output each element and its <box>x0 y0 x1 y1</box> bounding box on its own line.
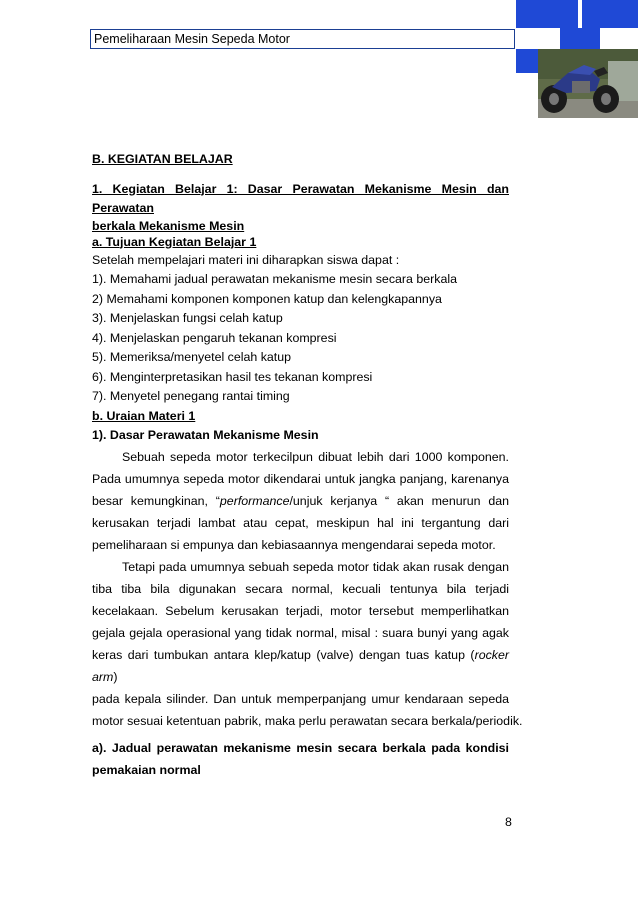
text-run: keras dari tumbukan antara klep/katup (valve) dengan tuas katup ( <box>92 647 475 662</box>
paragraph-line: motor sesuai ketentuan pabrik, maka perlu perawatan secara berkala/periodik. <box>92 713 523 728</box>
paragraph-line <box>92 644 509 688</box>
goal-item: 7). Menyetel penegang rantai timing <box>92 389 290 403</box>
paragraph-line: kerusakan terjadi lambat atau cepat, meskipun hal ini tergantung dari <box>92 515 509 530</box>
decor-square <box>516 0 538 28</box>
goal-intro: Setelah mempelajari materi ini diharapkan siswa dapat : <box>92 252 400 267</box>
paragraph-2 <box>92 556 523 732</box>
decor-square <box>538 0 578 28</box>
italic-term: performance <box>219 493 290 508</box>
page-body <box>92 150 523 781</box>
schedule-heading-line-1: a). Jadual perawatan mekanisme mesin secara berkala pada kondisi <box>92 740 509 755</box>
page-number: 8 <box>505 815 512 829</box>
paragraph-1 <box>92 446 509 556</box>
decor-square <box>560 28 600 49</box>
goal-item: 5). Memeriksa/menyetel celah katup <box>92 350 292 364</box>
paragraph-line <box>92 490 509 512</box>
running-header <box>90 29 515 49</box>
text-run: /unjuk kerjanya “ akan menurun dan <box>289 493 510 508</box>
header-title: Pemeliharaan Mesin Sepeda Motor <box>94 32 290 46</box>
schedule-heading-line-2: pemakaian normal <box>92 762 201 777</box>
italic-term: rocker arm <box>92 647 509 684</box>
subheading: 1). Dasar Perawatan Mekanisme Mesin <box>92 428 319 442</box>
paragraph-line: Tetapi pada umumnya sebuah sepeda motor tidak akan rusak dengan <box>122 559 509 574</box>
text-run: besar kemungkinan, “ <box>92 493 220 508</box>
goal-item: 4). Menjelaskan pengaruh tekanan kompresi <box>92 330 337 345</box>
paragraph-line: Pada umumnya sepeda motor dikendarai untuk jangka panjang, karenanya <box>92 471 509 486</box>
paragraph-line: gejala gejala operasional yang tidak normal, misal : suara bunyi yang agak <box>92 625 509 640</box>
motorcycle-photo <box>538 49 638 118</box>
text-run: ) <box>113 669 118 684</box>
decor-square <box>582 0 638 28</box>
paragraph-line: kecelakaan. Sebelum kerusakan terjadi, motor tersebut memperlihatkan <box>92 603 509 618</box>
activity-title-line-2: berkala Mekanisme Mesin <box>92 218 245 233</box>
section-heading: B. KEGIATAN BELAJAR <box>92 152 233 166</box>
activity-title-line-1: 1. Kegiatan Belajar 1: Dasar Perawatan Mekanisme Mesin dan Perawatan <box>92 181 509 215</box>
goal-item: 1). Memahami jadual perawatan mekanisme mesin secara berkala <box>92 272 458 286</box>
paragraph-line: pemeliharaan si empunya dan kebiasaannya mengendarai sepeda motor. <box>92 537 496 552</box>
goal-item: 2) Memahami komponen komponen katup dan kelengkapannya <box>92 291 442 306</box>
paragraph-line: tiba tiba bila digunakan secara normal, kecuali tentunya bila terjadi <box>92 581 509 596</box>
paragraph-line: pada kepala silinder. Dan untuk memperpanjang umur kendaraan sepeda <box>92 691 509 706</box>
goal-heading: a. Tujuan Kegiatan Belajar 1 <box>92 234 257 249</box>
goal-item: 3). Menjelaskan fungsi celah katup <box>92 311 283 325</box>
material-heading: b. Uraian Materi 1 <box>92 408 196 423</box>
goal-item: 6). Menginterpretasikan hasil tes tekanan kompresi <box>92 369 373 384</box>
decor-square <box>516 49 538 73</box>
paragraph-line: Sebuah sepeda motor terkecilpun dibuat lebih dari 1000 komponen. <box>122 449 509 464</box>
